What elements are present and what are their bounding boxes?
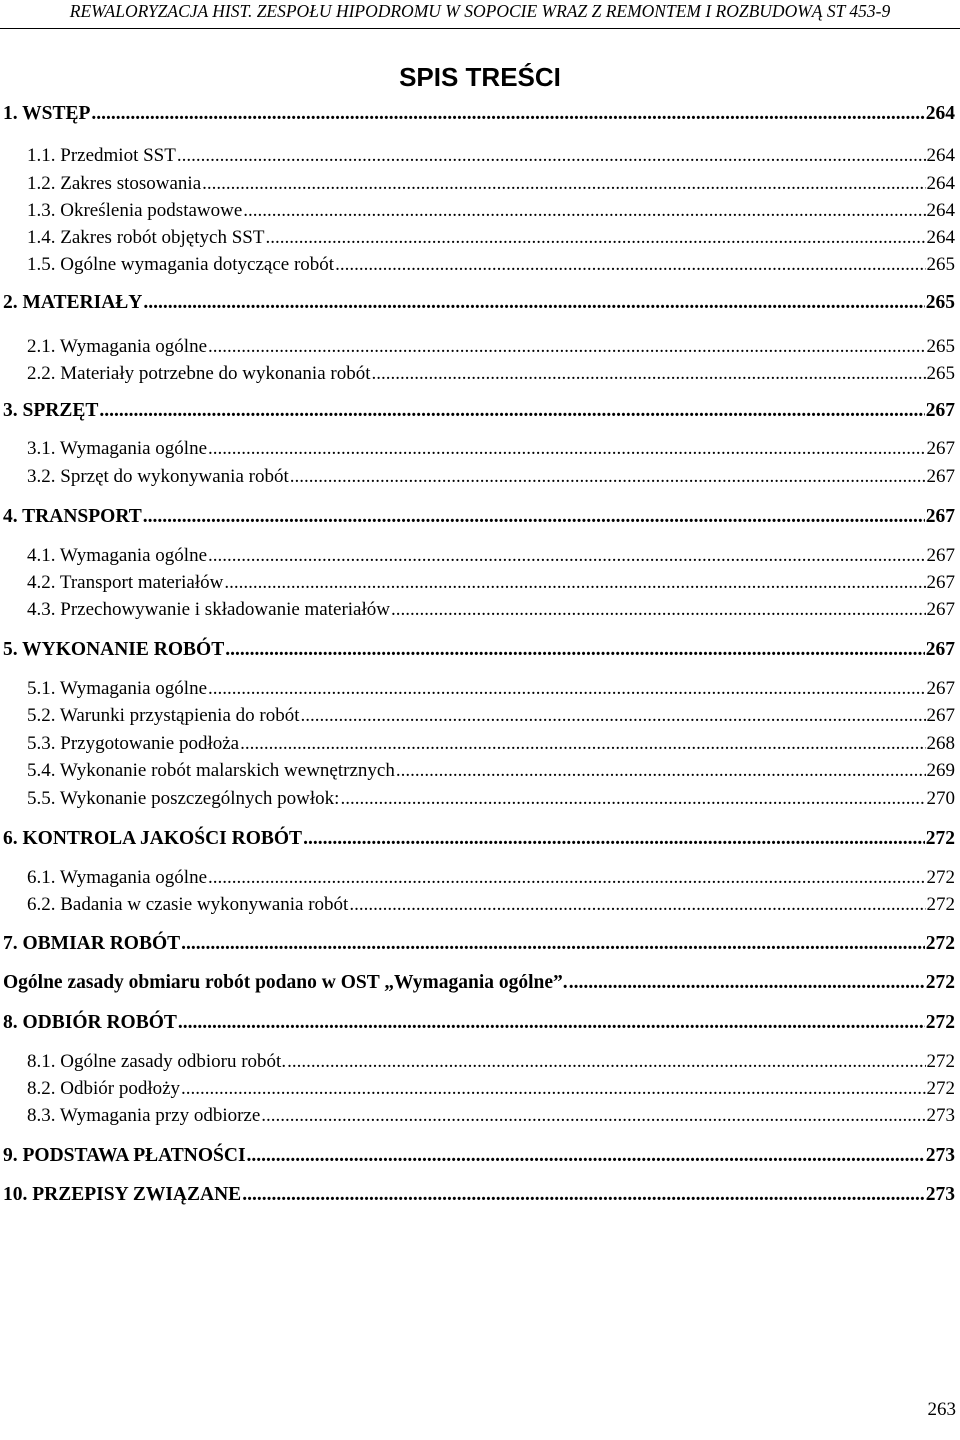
toc-entry-page: 272 [925, 1012, 955, 1033]
toc-dot-leader [303, 826, 925, 852]
toc-entry-label: 5.3. Przygotowanie podłoża [27, 733, 240, 754]
toc-entry-page: 268 [926, 733, 955, 754]
toc-entry-label: 9. PODSTAWA PŁATNOŚCI [3, 1145, 246, 1166]
toc-entry-page: 264 [925, 103, 955, 124]
toc-dot-leader [181, 931, 925, 957]
running-header: REWALORYZACJA HIST. ZESPOŁU HIPODROMU W SOPOCIE WRAZ Z REMONTEM I ROZBUDOWĄ ST 453-9 [0, 0, 960, 29]
toc-subsection-entry[interactable] [0, 703, 960, 729]
toc-entry-label: 1.3. Określenia podstawowe [27, 200, 243, 221]
toc-entry-label: 4.3. Przechowywanie i składowanie materiałów [27, 599, 390, 620]
toc-dot-leader [208, 436, 925, 462]
toc-dot-leader [99, 398, 924, 424]
toc-dot-leader [225, 637, 925, 663]
toc-entry-label: 3.1. Wymagania ogólne [27, 438, 208, 459]
toc-section-entry[interactable] [0, 970, 960, 996]
toc-entry-label: 7. OBMIAR ROBÓT [3, 933, 181, 954]
toc-entry-page: 265 [926, 363, 955, 384]
toc-section-entry[interactable] [0, 1010, 960, 1036]
toc-dot-leader [243, 198, 925, 224]
toc-entry-label: Ogólne zasady obmiaru robót podano w OST „Wymagania ogólne”. [3, 972, 568, 993]
toc-subsection-entry[interactable] [0, 252, 960, 278]
toc-entry-page: 264 [926, 200, 955, 221]
toc-entry-page: 267 [925, 506, 955, 527]
toc-subsection-entry[interactable] [0, 865, 960, 891]
toc-dot-leader [224, 570, 925, 596]
toc-subsection-entry[interactable] [0, 597, 960, 623]
toc-entry-label: 4.1. Wymagania ogólne [27, 545, 208, 566]
toc-entry-page: 267 [926, 599, 955, 620]
toc-entry-label: 1.4. Zakres robót objętych SST [27, 227, 265, 248]
toc-subsection-entry[interactable] [0, 1076, 960, 1102]
toc-subsection-entry[interactable] [0, 892, 960, 918]
toc-entry-label: 6.1. Wymagania ogólne [27, 867, 208, 888]
toc-entry-page: 264 [926, 145, 955, 166]
toc-entry-label: 5.4. Wykonanie robót malarskich wewnętrznych [27, 760, 395, 781]
toc-entry-label: 3.2. Sprzęt do wykonywania robót [27, 466, 289, 487]
toc-subsection-entry[interactable] [0, 676, 960, 702]
toc-entry-label: 1.5. Ogólne wymagania dotyczące robót [27, 254, 335, 275]
toc-section-entry[interactable] [0, 101, 960, 127]
toc-entry-page: 267 [926, 705, 955, 726]
toc-section-entry[interactable] [0, 637, 960, 663]
toc-subsection-entry[interactable] [0, 758, 960, 784]
toc-dot-leader [569, 970, 925, 996]
toc-entry-page: 272 [925, 933, 955, 954]
toc-entry-label: 1.1. Przedmiot SST [27, 145, 176, 166]
toc-dot-leader [208, 543, 925, 569]
toc-dot-leader [208, 865, 925, 891]
toc-section-entry[interactable] [0, 504, 960, 530]
toc-entry-page: 267 [925, 400, 955, 421]
toc-dot-leader [396, 758, 926, 784]
toc-dot-leader [391, 597, 926, 623]
toc-subsection-entry[interactable] [0, 225, 960, 251]
toc-dot-leader [335, 252, 925, 278]
toc-dot-leader [261, 1103, 925, 1129]
toc-entry-page: 267 [926, 572, 955, 593]
toc-entry-page: 273 [925, 1145, 955, 1166]
toc-entry-page: 267 [926, 545, 955, 566]
toc-entry-page: 272 [926, 1078, 955, 1099]
toc-subsection-entry[interactable] [0, 143, 960, 169]
page-number: 263 [927, 1399, 956, 1420]
toc-entry-label: 6. KONTROLA JAKOŚCI ROBÓT [3, 828, 303, 849]
toc-subsection-entry[interactable] [0, 361, 960, 387]
toc-entry-page: 267 [926, 466, 955, 487]
toc-entry-page: 265 [926, 254, 955, 275]
toc-entry-label: 8.3. Wymagania przy odbiorze [27, 1105, 261, 1126]
toc-dot-leader [290, 464, 926, 490]
toc-subsection-entry[interactable] [0, 786, 960, 812]
toc-entry-label: 3. SPRZĘT [3, 400, 99, 421]
toc-entry-page: 273 [925, 1184, 955, 1205]
toc-dot-leader [208, 676, 925, 702]
toc-entry-label: 10. PRZEPISY ZWIĄZANE [3, 1184, 242, 1205]
toc-subsection-entry[interactable] [0, 334, 960, 360]
toc-entry-page: 267 [926, 678, 955, 699]
toc-entry-label: 2. MATERIAŁY [3, 292, 143, 313]
toc-entry-label: 5.1. Wymagania ogólne [27, 678, 208, 699]
toc-dot-leader [371, 361, 925, 387]
toc-entry-page: 265 [925, 292, 955, 313]
toc-entry-label: 4.2. Transport materiałów [27, 572, 224, 593]
toc-entry-page: 265 [926, 336, 955, 357]
toc-dot-leader [178, 1010, 925, 1036]
toc-entry-label: 5.5. Wykonanie poszczególnych powłok: [27, 788, 340, 809]
toc-dot-leader [301, 703, 926, 729]
toc-subsection-entry[interactable] [0, 171, 960, 197]
toc-entry-page: 272 [926, 894, 955, 915]
toc-entry-label: 8. ODBIÓR ROBÓT [3, 1012, 177, 1033]
toc-dot-leader [265, 225, 925, 251]
toc-entry-page: 264 [926, 227, 955, 248]
toc-dot-leader [287, 1049, 925, 1075]
toc-section-entry[interactable] [0, 1182, 960, 1208]
toc-entry-label: 6.2. Badania w czasie wykonywania robót [27, 894, 349, 915]
toc-subsection-entry[interactable] [0, 464, 960, 490]
toc-entry-page: 264 [926, 173, 955, 194]
toc-entry-page: 272 [925, 828, 955, 849]
toc-subsection-entry[interactable] [0, 543, 960, 569]
toc-dot-leader [181, 1076, 925, 1102]
toc-subsection-entry[interactable] [0, 436, 960, 462]
toc-subsection-entry[interactable] [0, 198, 960, 224]
toc-entry-page: 269 [926, 760, 955, 781]
toc-dot-leader [91, 101, 924, 127]
toc-dot-leader [202, 171, 925, 197]
toc-section-entry[interactable] [0, 398, 960, 424]
toc-entry-label: 8.1. Ogólne zasady odbioru robót. [27, 1051, 287, 1072]
toc-dot-leader [143, 290, 924, 316]
toc-section-entry[interactable] [0, 826, 960, 852]
toc-dot-leader [242, 1182, 925, 1208]
toc-subsection-entry[interactable] [0, 570, 960, 596]
toc-entry-label: 4. TRANSPORT [3, 506, 142, 527]
toc-dot-leader [349, 892, 925, 918]
toc-dot-leader [208, 334, 925, 360]
toc-entry-page: 270 [926, 788, 955, 809]
toc-subsection-entry[interactable] [0, 1049, 960, 1075]
toc-entry-label: 2.1. Wymagania ogólne [27, 336, 208, 357]
toc-dot-leader [247, 1143, 925, 1169]
toc-entry-label: 5. WYKONANIE ROBÓT [3, 639, 225, 660]
toc-dot-leader [143, 504, 925, 530]
toc-entry-label: 2.2. Materiały potrzebne do wykonania robót [27, 363, 371, 384]
toc-entry-page: 272 [925, 972, 955, 993]
toc-dot-leader [240, 731, 925, 757]
toc-section-entry[interactable] [0, 1143, 960, 1169]
toc-entry-page: 267 [926, 438, 955, 459]
toc-entry-label: 1.2. Zakres stosowania [27, 173, 202, 194]
toc-entry-label: 8.2. Odbiór podłoży [27, 1078, 181, 1099]
toc-subsection-entry[interactable] [0, 731, 960, 757]
toc-section-entry[interactable] [0, 931, 960, 957]
page-title: SPIS TREŚCI [399, 62, 561, 92]
toc-section-entry[interactable] [0, 290, 960, 316]
toc-entry-label: 5.2. Warunki przystąpienia do robót [27, 705, 300, 726]
toc-entry-page: 267 [925, 639, 955, 660]
toc-entry-page: 272 [926, 867, 955, 888]
toc-entry-label: 1. WSTĘP [3, 103, 91, 124]
toc-dot-leader [340, 786, 925, 812]
toc-entry-page: 273 [926, 1105, 955, 1126]
toc-dot-leader [177, 143, 926, 169]
toc-entry-page: 272 [926, 1051, 955, 1072]
toc-subsection-entry[interactable] [0, 1103, 960, 1129]
